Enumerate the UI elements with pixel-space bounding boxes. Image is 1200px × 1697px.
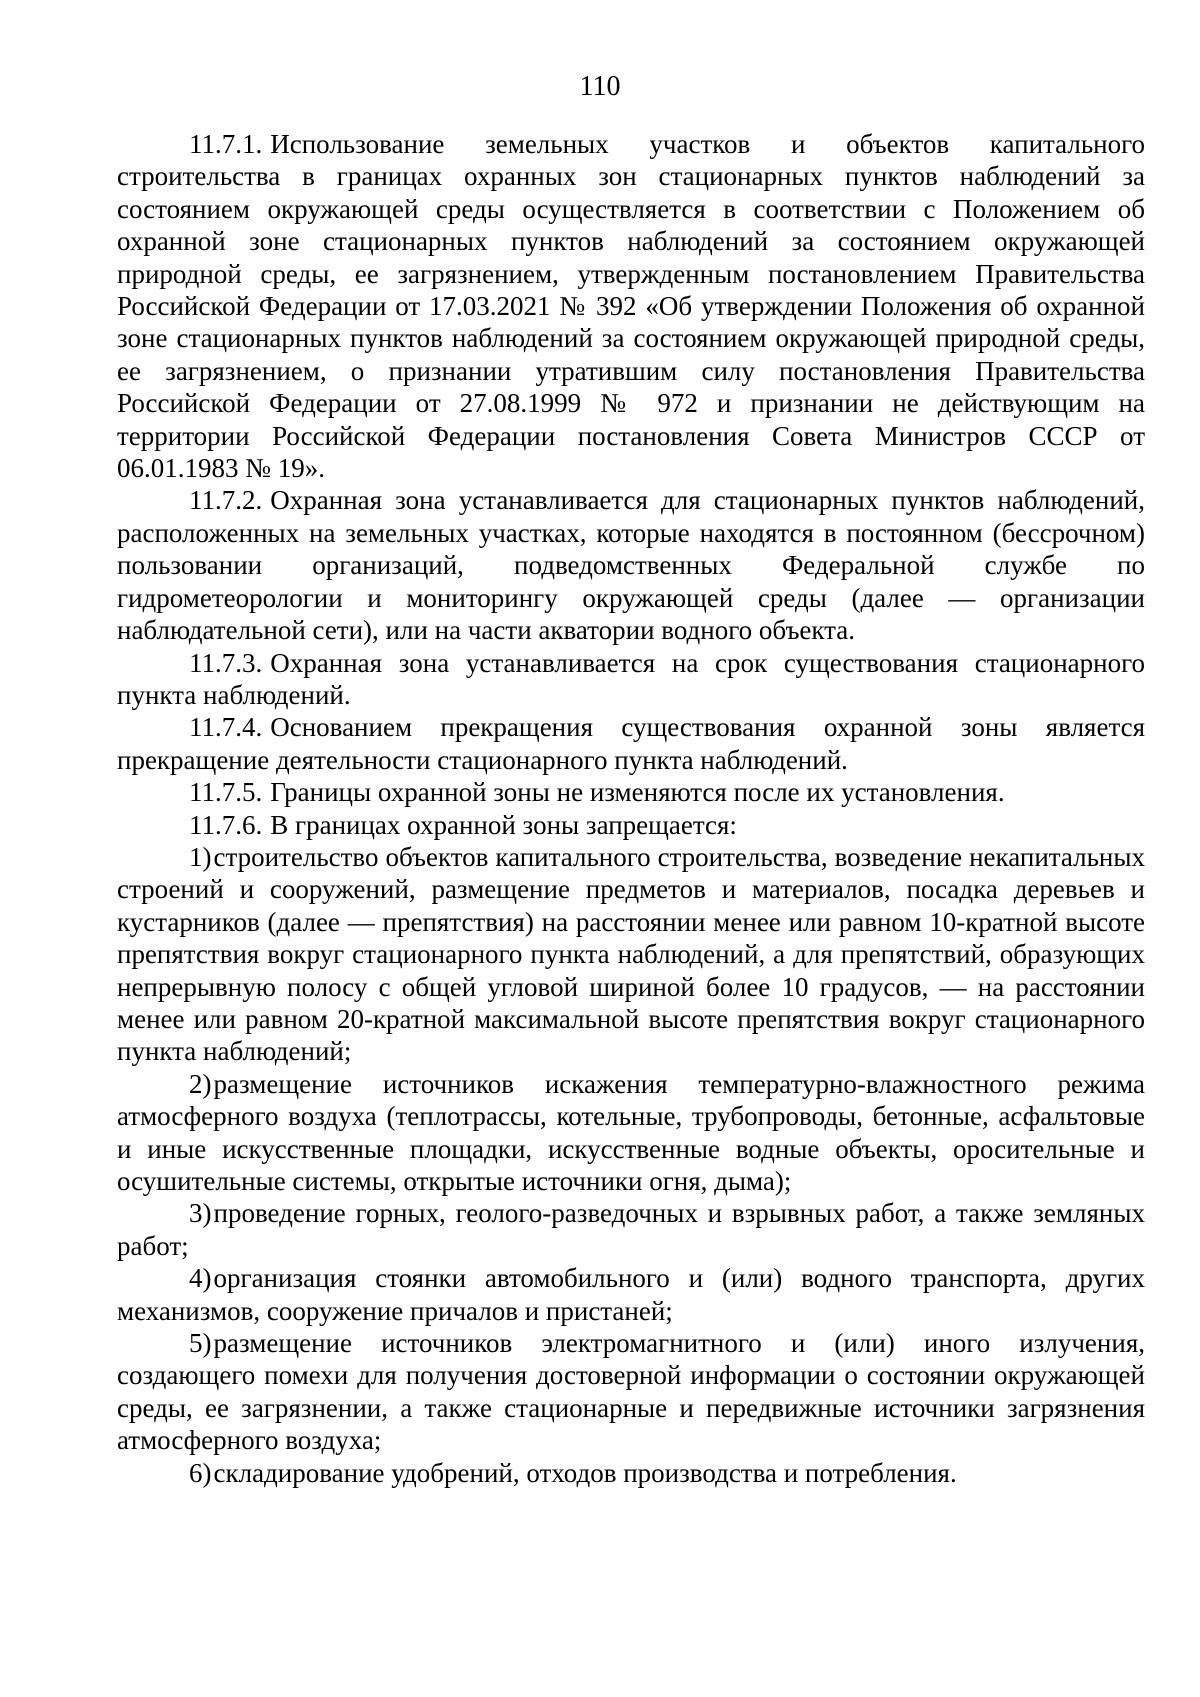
paragraph-text: В границах охранной зоны запрещается:: [270, 809, 737, 840]
list-item-number: 2): [189, 1068, 212, 1099]
list-item-number: 6): [189, 1457, 212, 1488]
paragraph-text: Охранная зона устанавливается для стационарных пунктов наблюдений, расположенных на земельных участках, которые находятся в постоянном (бессрочном) пользовании организаций, подведомственных Федеральной службе по гидрометеорологии и мониторингу окружающей среды (далее — организации наблюдательной сети), или на части акватории водного объекта.: [117, 485, 1145, 646]
paragraph-number: 11.7.4.: [189, 712, 263, 743]
list-item-text: организация стоянки автомобильного и (или) водного транспорта, других механизмов, сооружение причалов и пристаней;: [117, 1263, 1145, 1326]
paragraph-text: Использование земельных участков и объектов капитального строительства в границах охранных зон стационарных пунктов наблюдений за состоянием окружающей среды осуществляется в соответствии с Положением об охранной зоне стационарных пунктов наблюдений за состоянием окружающей природной среды, ее загрязнением, утвержденным постановлением Правительства Российской Федерации от 17.03.2021 № 392 «Об утверждении Положения об охранной зоне стационарных пунктов наблюдений за состоянием окружающей природной среды, ее загрязнением, о признании утратившим силу постановления Правительства Российской Федерации от 27.08.1999 № 972 и признании не действующим на территории Российской Федерации постановления Совета Министров СССР от 06.01.1983 № 19».: [117, 129, 1145, 484]
paragraph-number: 11.7.3.: [189, 647, 263, 678]
list-item-number: 5): [189, 1328, 212, 1359]
list-item-1: [117, 841, 1145, 1068]
list-item-text: проведение горных, геолого-разведочных и взрывных работ, а также земляных работ;: [117, 1198, 1145, 1261]
paragraph-11-7-2: [117, 484, 1145, 646]
list-item-4: [117, 1262, 1145, 1327]
paragraph-text: Охранная зона устанавливается на срок существования стационарного пункта наблюдений.: [117, 647, 1145, 710]
paragraph-text: Границы охранной зоны не изменяются после их установления.: [270, 777, 1005, 808]
paragraph-number: 11.7.1.: [189, 129, 263, 159]
paragraph-number: 11.7.5.: [189, 777, 263, 808]
paragraph-number: 11.7.2.: [189, 485, 263, 516]
list-item-5: [117, 1327, 1145, 1457]
paragraph-11-7-6: [117, 809, 1145, 841]
list-item-6: [117, 1457, 1145, 1489]
list-item-text: размещение источников искажения температурно-влажностного режима атмосферного воздуха (теплотрассы, котельные, трубопроводы, бетонные, асфальтовые и иные искусственные площадки, искусственные водные объекты, оросительные и осушительные системы, открытые источники огня, дыма);: [117, 1068, 1145, 1196]
page-number: 110: [579, 71, 621, 102]
list-item-number: 4): [189, 1263, 212, 1294]
list-item-text: строительство объектов капитального строительства, возведение некапитальных строений и сооружений, размещение предметов и материалов, посадка деревьев и кустарников (далее — препятствия) на расстоянии менее или равном 10-кратной высоте препятствия вокруг стационарного пункта наблюдений, а для препятствий, образующих непрерывную полосу с общей угловой шириной более 10 градусов, — на расстоянии менее или равном 20-кратной максимальной высоте препятствия вокруг стационарного пункта наблюдений;: [117, 841, 1145, 1067]
list-item-number: 3): [189, 1198, 212, 1229]
list-item-number: 1): [189, 841, 212, 872]
paragraph-number: 11.7.6.: [189, 809, 263, 840]
list-item-3: [117, 1197, 1145, 1262]
paragraph-11-7-4: [117, 711, 1145, 776]
list-item-2: [117, 1068, 1145, 1198]
document-body: [117, 128, 1145, 1489]
paragraph-11-7-3: [117, 647, 1145, 712]
paragraph-text: Основанием прекращения существования охранной зоны является прекращение деятельности стационарного пункта наблюдений.: [117, 712, 1145, 775]
list-item-text: складирование удобрений, отходов производства и потребления.: [213, 1457, 957, 1488]
list-item-text: размещение источников электромагнитного и (или) иного излучения, создающего помехи для получения достоверной информации о состоянии окружающей среды, ее загрязнении, а также стационарные и передвижные источники загрязнения атмосферного воздуха;: [117, 1328, 1145, 1456]
paragraph-11-7-1: [117, 128, 1145, 484]
paragraph-11-7-5: [117, 776, 1145, 808]
